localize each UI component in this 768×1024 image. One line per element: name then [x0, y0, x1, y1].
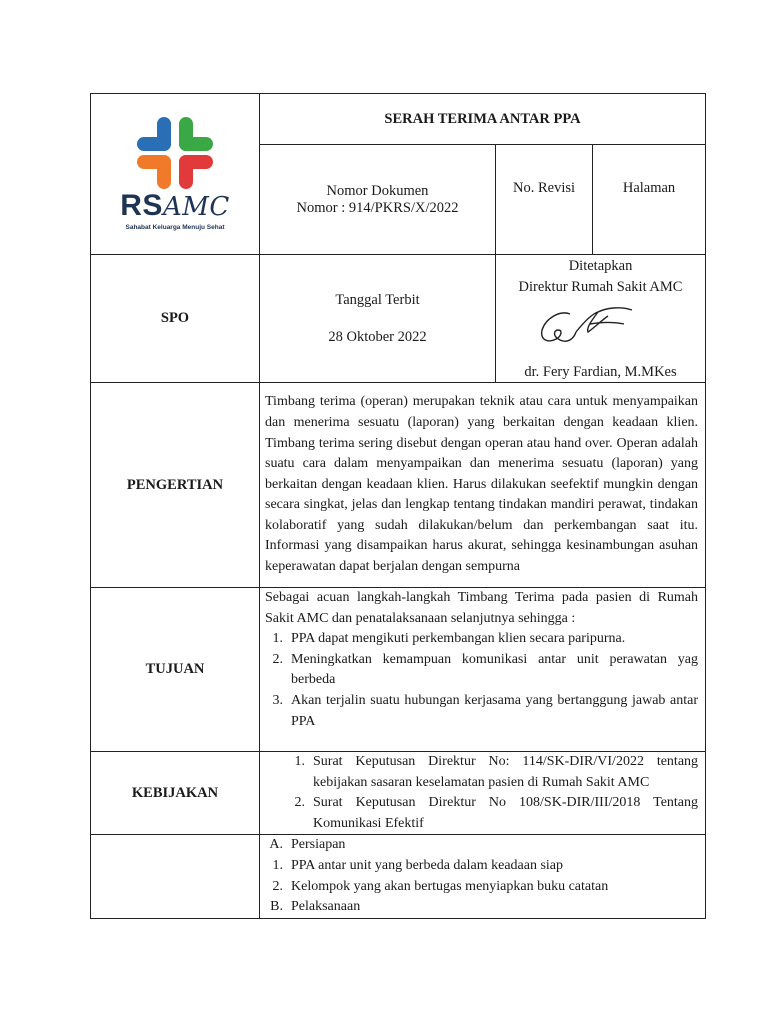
list-item: 2. Surat Keputusan Direktur No 108/SK-DIR/III/2018 Tentang Komunikasi Efektif	[294, 795, 699, 831]
kebijakan-label: KEBIJAKAN	[91, 752, 260, 835]
cross-logo-icon	[135, 117, 215, 189]
list-item: 1. PPA antar unit yang berbeda dalam keadaan siap	[272, 857, 564, 873]
issue-date-label: Tanggal Terbit	[335, 291, 420, 308]
list-item: 2. Meningkatkan kemampuan komunikasi antar unit perawatan yag berbeda	[272, 651, 699, 688]
pengertian-label: PENGERTIAN	[91, 383, 260, 588]
logo-tagline: Sahabat Keluarga Menuju Sehat	[125, 224, 225, 231]
tujuan-label: TUJUAN	[91, 588, 260, 752]
list-item: 1. PPA dapat mengikuti perkembangan klien secara paripurna.	[272, 631, 626, 647]
logo-wordmark: RSAMC	[120, 189, 230, 222]
spo-label: SPO	[91, 255, 260, 383]
prosedur-cell	[260, 835, 706, 919]
approval-label: Ditetapkan	[568, 258, 633, 274]
tujuan-list	[265, 629, 698, 732]
document-number-cell	[260, 145, 496, 255]
document-number-label: Nomor Dokumen	[326, 182, 429, 199]
logo-cell	[91, 94, 260, 255]
list-item: 3. Akan terjalin suatu hubungan kerjasama yang bertanggung jawab antar PPA	[272, 692, 699, 729]
hospital-logo	[91, 117, 259, 231]
revision-label: No. Revisi	[496, 145, 593, 255]
approver-title: Direktur Rumah Sakit AMC	[518, 279, 683, 295]
list-item: A. Persiapan	[269, 837, 346, 853]
list-item: 2. Kelompok yang akan bertugas menyiapkan buku catatan	[272, 878, 609, 894]
list-item: B. Pelaksanaan	[270, 899, 361, 915]
page-label: Halaman	[593, 145, 706, 255]
tujuan-intro: Sebagai acuan langkah-langkah Timbang Terima pada pasien di Rumah Sakit AMC dan penatalaksanaan selanjutnya sehingga :	[265, 590, 699, 626]
tujuan-cell	[260, 588, 706, 752]
document-title: SERAH TERIMA ANTAR PPA	[260, 94, 706, 145]
signature-icon	[532, 300, 652, 352]
approval-cell	[496, 255, 706, 383]
prosedur-list	[265, 835, 698, 917]
list-item: 1. Surat Keputusan Direktur No: 114/SK-DIR/VI/2022 tentang kebijakan sasaran keselamatan pasien di Rumah Sakit AMC	[294, 754, 699, 790]
prosedur-label-cell	[91, 835, 260, 919]
spo-document-table	[90, 93, 706, 919]
document-number: Nomor : 914/PKRS/X/2022	[296, 199, 459, 216]
kebijakan-cell	[260, 752, 706, 835]
pengertian-text: Timbang terima (operan) merupakan teknik atau cara untuk menyampaikan dan menerima sesuatu (laporan) yang berkaitan dengan keadaan klien. Timbang terima sering disebut dengan operan atau hand over. Operan adalah suatu cara dalam menyampaikan dan menerima sesuatu (laporan) yang berkaitan dengan keadaan klien. Harus dilakukan seefektif mungkin dengan secara singkat, jelas dan lengkap tentang tindakan mandiri perawat, tindakan kolaboratif yang sudah dilakukan/belum dan perkembangan saat itu. Informasi yang disampaikan harus akurat, sehingga kesinambungan asuhan keperawatan dapat berjalan dengan sempurna	[260, 383, 706, 588]
issue-date: 28 Oktober 2022	[328, 328, 427, 345]
kebijakan-list	[265, 752, 698, 834]
director-name: dr. Fery Fardian, M.MKes	[524, 364, 677, 380]
issue-date-cell	[260, 255, 496, 383]
